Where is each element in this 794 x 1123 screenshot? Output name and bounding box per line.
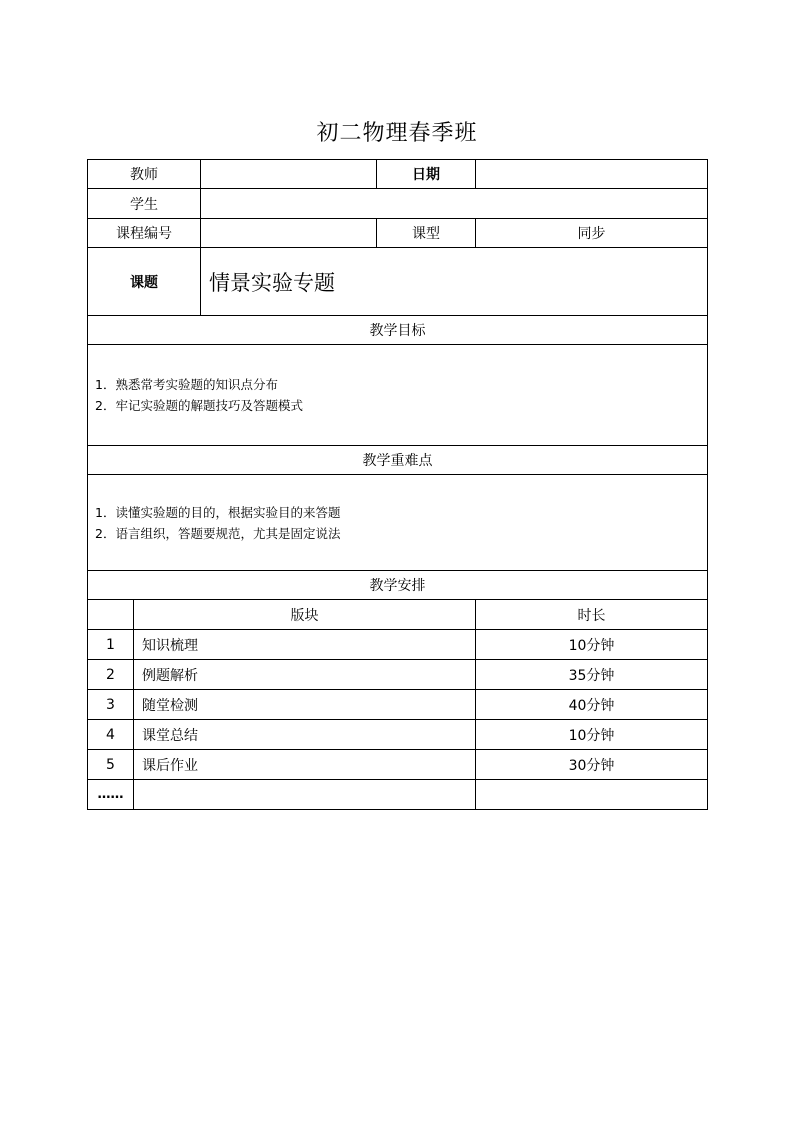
course-type-value: 同步	[476, 219, 708, 248]
row-module: 随堂检测	[134, 690, 476, 720]
table-row	[88, 660, 708, 690]
row-index: ……	[88, 780, 134, 810]
row-index: 5	[88, 750, 134, 780]
date-value	[476, 160, 708, 189]
objectives-list	[88, 345, 708, 446]
objective-item: 1．熟悉常考实验题的知识点分布	[95, 377, 278, 392]
row-duration: 40分钟	[476, 690, 708, 720]
topic-value: 情景实验专题	[201, 248, 708, 316]
table-row	[88, 720, 708, 750]
row-module	[134, 780, 476, 810]
table-row	[88, 690, 708, 720]
objective-item: 2．牢记实验题的解题技巧及答题模式	[95, 398, 303, 413]
row-duration: 10分钟	[476, 720, 708, 750]
objectives-heading: 教学目标	[88, 316, 708, 345]
course-code-label: 课程编号	[88, 219, 201, 248]
row-module: 课后作业	[134, 750, 476, 780]
date-label: 日期	[377, 160, 476, 189]
course-row	[88, 219, 708, 248]
row-duration: 10分钟	[476, 630, 708, 660]
teacher-date-row	[88, 160, 708, 189]
key-point-item: 1．读懂实验题的目的，根据实验目的来答题	[95, 504, 341, 520]
key-point-item: 2．语言组织，答题要规范，尤其是固定说法	[95, 525, 341, 541]
row-index: 4	[88, 720, 134, 750]
row-duration	[476, 780, 708, 810]
row-duration: 30分钟	[476, 750, 708, 780]
row-module: 课堂总结	[134, 720, 476, 750]
schedule-heading-row	[88, 571, 708, 600]
table-row	[88, 750, 708, 780]
page-title: 初二物理春季班	[316, 121, 478, 146]
row-index: 3	[88, 690, 134, 720]
row-module: 知识梳理	[134, 630, 476, 660]
teacher-value	[201, 160, 377, 189]
topic-row	[88, 248, 708, 316]
row-module: 例题解析	[134, 660, 476, 690]
key-points-heading: 教学重难点	[88, 446, 708, 475]
student-row	[88, 189, 708, 219]
row-duration: 35分钟	[476, 660, 708, 690]
course-code-value	[201, 219, 377, 248]
schedule-col-duration: 时长	[476, 600, 708, 630]
key-points-body-row	[88, 475, 708, 571]
table-row	[88, 630, 708, 660]
objectives-heading-row	[88, 316, 708, 345]
key-points-heading-row	[88, 446, 708, 475]
schedule-header-row	[88, 600, 708, 630]
lesson-plan-table	[87, 159, 708, 810]
row-index: 2	[88, 660, 134, 690]
schedule-heading: 教学安排	[88, 571, 708, 600]
key-points-list	[88, 475, 708, 571]
course-type-label: 课型	[377, 219, 476, 248]
table-row	[88, 780, 708, 810]
objectives-body-row	[88, 345, 708, 446]
schedule-col-index	[88, 600, 134, 630]
row-index: 1	[88, 630, 134, 660]
teacher-label: 教师	[88, 160, 201, 189]
student-label: 学生	[88, 189, 201, 219]
schedule-col-module: 版块	[134, 600, 476, 630]
topic-label: 课题	[88, 248, 201, 316]
student-value	[201, 189, 708, 219]
